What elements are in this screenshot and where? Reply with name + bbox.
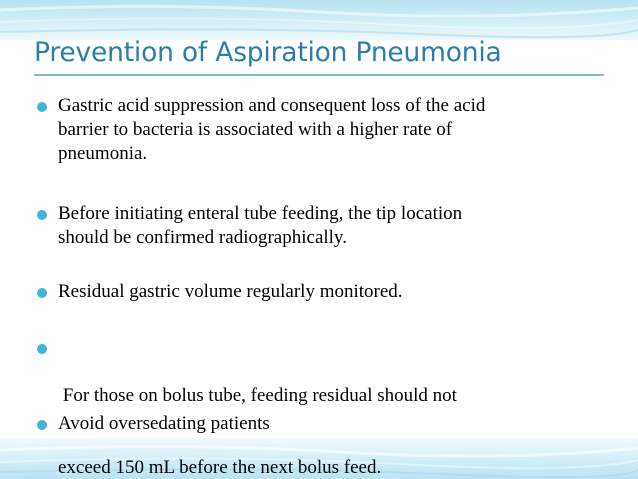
bullet-line: exceed 150 mL before the next bolus feed. bbox=[58, 457, 382, 478]
bullet-text bbox=[58, 94, 618, 166]
bullet-line: Gastric acid suppression and consequent loss of the acid bbox=[58, 95, 486, 116]
bullet-icon bbox=[36, 287, 48, 299]
bullet-line: Before initiating enteral tube feeding, the tip location bbox=[58, 203, 463, 224]
bullet-line: should be confirmed radiographically. bbox=[58, 227, 347, 248]
bullet-text bbox=[58, 336, 618, 479]
bullet-text bbox=[58, 202, 618, 250]
bullet-line: barrier to bacteria is associated with a higher rate of bbox=[58, 119, 453, 140]
bullet-line: pneumonia. bbox=[58, 143, 148, 164]
slide-title: Prevention of Aspiration Pneumonia bbox=[34, 37, 502, 68]
bullet-icon bbox=[36, 101, 48, 113]
bullet-text bbox=[58, 280, 618, 304]
bullet-icon bbox=[36, 419, 48, 431]
bullet-line: For those on bolus tube, feeding residual should not bbox=[58, 385, 457, 406]
bullet-text bbox=[58, 412, 618, 436]
top-streaks bbox=[0, 0, 638, 40]
bullet-line: Residual gastric volume regularly monitored. bbox=[58, 281, 403, 302]
bullet-icon bbox=[36, 209, 48, 221]
bullet-line: Avoid oversedating patients bbox=[58, 413, 270, 434]
bullet-icon bbox=[36, 343, 48, 355]
title-underline bbox=[34, 74, 604, 76]
